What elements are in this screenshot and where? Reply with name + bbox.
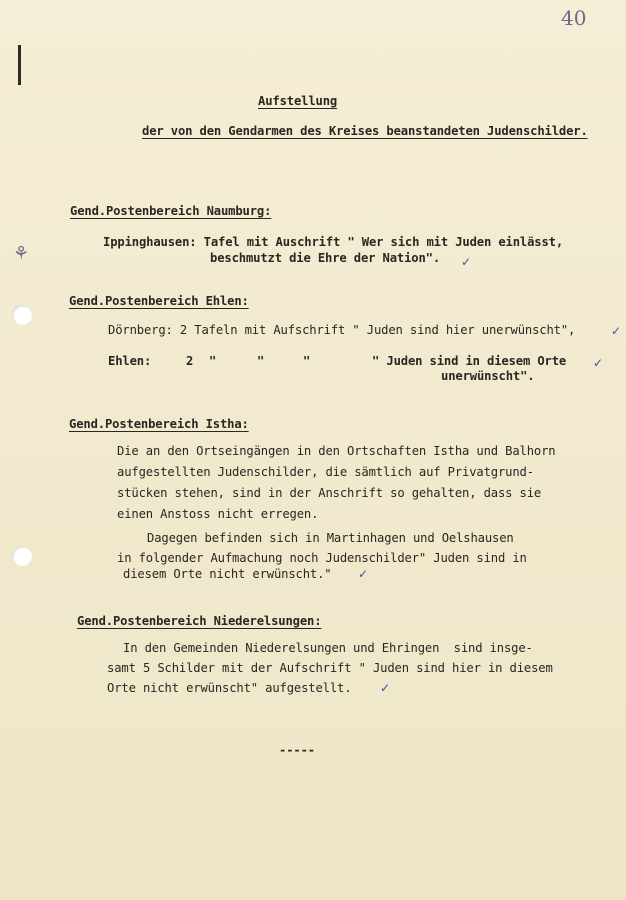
section-line: diesem Orte nicht erwünscht." <box>123 567 332 581</box>
section-heading-niederelsungen: Gend.Postenbereich Niederelsungen: <box>77 614 322 628</box>
section-heading-istha: Gend.Postenbereich Istha: <box>69 417 249 431</box>
section-line: aufgestellten Judenschilder, die sämtlich auf Privatgrund- <box>117 465 534 479</box>
check-mark: ✓ <box>380 681 391 695</box>
document-title: Aufstellung <box>258 94 338 108</box>
ditto-mark: " <box>209 354 217 368</box>
section-line: " Juden sind in diesem Orte <box>372 354 567 368</box>
section-line: samt 5 Schilder mit der Aufschrift " Juden sind hier in diesem <box>107 661 553 675</box>
check-mark: ✓ <box>593 356 604 370</box>
section-line: in folgender Aufmachung noch Judenschilder" Juden sind in <box>117 551 527 565</box>
section-heading-ehlen: Gend.Postenbereich Ehlen: <box>69 294 249 308</box>
check-mark: ✓ <box>461 255 472 269</box>
section-line: Ippinghausen: Tafel mit Auschrift " Wer sich mit Juden einlässt, <box>103 235 563 249</box>
section-line: 2 <box>186 354 194 368</box>
section-line: unerwünscht". <box>441 369 535 383</box>
section-line: einen Anstoss nicht erregen. <box>117 507 319 521</box>
section-line: Dagegen befinden sich in Martinhagen und Oelshausen <box>147 531 514 545</box>
section-line: Orte nicht erwünscht" aufgestellt. <box>107 681 352 695</box>
section-line: Ehlen: <box>108 354 152 368</box>
section-line: stücken stehen, sind in der Anschrift so gehalten, dass sie <box>117 486 542 500</box>
end-mark: ----- <box>279 743 315 757</box>
document-subtitle: der von den Gendarmen des Kreises beanstandeten Judenschilder. <box>142 124 588 138</box>
ditto-mark: " <box>303 354 311 368</box>
page-number: 40 <box>561 6 587 30</box>
section-line: In den Gemeinden Niederelsungen und Ehringen sind insge- <box>123 641 533 655</box>
check-mark: ✓ <box>358 567 369 581</box>
section-line: beschmutzt die Ehre der Nation". <box>210 251 440 265</box>
binder-clip-mark <box>18 45 21 85</box>
section-line: Die an den Ortseingängen in den Ortschaften Istha und Balhorn <box>117 444 556 458</box>
section-heading-naumburg: Gend.Postenbereich Naumburg: <box>70 204 272 218</box>
punch-hole-top <box>12 305 32 325</box>
check-mark: ✓ <box>611 324 622 338</box>
section-line: Dörnberg: 2 Tafeln mit Aufschrift " Juden sind hier unerwünscht", <box>108 323 576 337</box>
margin-scribble: ⚘ <box>13 243 30 264</box>
punch-hole-bottom <box>12 546 32 566</box>
ditto-mark: " <box>257 354 265 368</box>
